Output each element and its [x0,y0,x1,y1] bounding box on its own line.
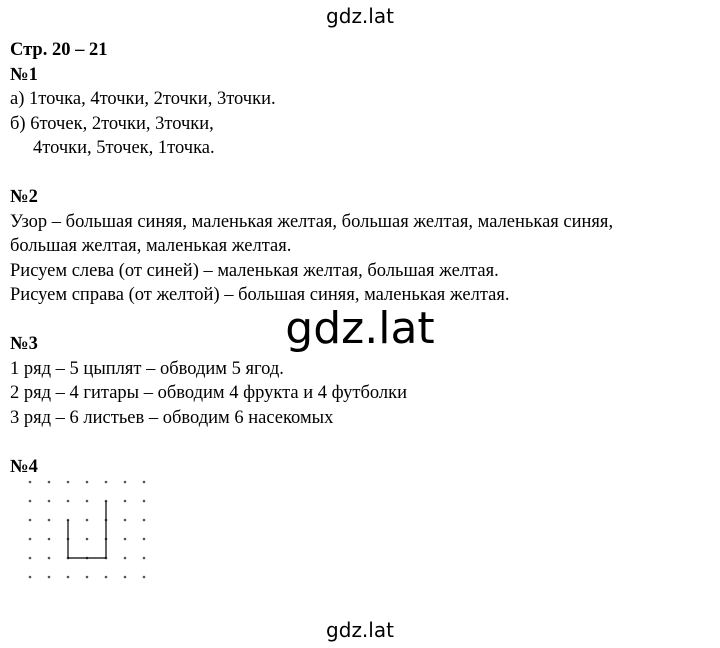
grid-dot [86,500,89,503]
task3-line: 1 ряд – 5 цыплят – обводим 5 ягод. [10,358,284,379]
grid-dot [48,500,51,503]
grid-dot [29,481,32,484]
task1-heading: №1 [10,64,38,85]
task2-heading: №2 [10,187,38,207]
grid-dot [29,538,32,541]
grid-dot [48,557,51,560]
grid-dot [29,557,32,560]
grid-dot [67,576,70,579]
task1-line: 4точки, 5точек, 1точка. [33,138,215,158]
grid-dot [86,576,89,579]
grid-dot [124,481,127,484]
task2-line: большая желтая, маленькая желтая. [10,236,292,256]
grid-dot [29,576,32,579]
task3-line: 2 ряд – 4 гитары – обводим 4 фрукта и 4 футболки [10,383,408,403]
grid-dot [86,519,89,522]
task3-heading: №3 [10,334,38,354]
grid-dot [124,557,127,560]
grid-dot [29,500,32,503]
grid-dot [67,481,70,484]
grid-dot [105,481,108,484]
grid-dot [86,538,89,541]
task1-line: а) 1точка, 4точки, 2точки, 3точки. [10,89,276,109]
drawn-path [68,501,106,558]
grid-dot [124,519,127,522]
document-body [10,38,710,479]
grid-dot [143,557,146,560]
page-reference: Стр. 20 – 21 [10,40,108,60]
task4-heading: №4 [10,456,38,477]
grid-dot [124,538,127,541]
task3-line: 3 ряд – 6 листьев – обводим 6 насекомых [10,407,334,428]
grid-dot [67,500,70,503]
task2-line: Узор – большая синяя, маленькая желтая, большая желтая, маленькая синяя, [10,211,614,232]
grid-dot [143,481,146,484]
grid-dot [48,576,51,579]
grid-dot [143,519,146,522]
grid-dot [105,576,108,579]
grid-dot [124,576,127,579]
grid-dot [143,538,146,541]
grid-dot [124,500,127,503]
grid-dot [48,519,51,522]
grid-dot [29,519,32,522]
grid-dot [48,481,51,484]
grid-dot [86,481,89,484]
grid-dot [48,538,51,541]
task2-line: Рисуем справа (от желтой) – большая синяя, маленькая желтая. [10,285,510,305]
watermark-top: gdz.lat [326,4,394,28]
watermark-bottom: gdz.lat [326,618,394,642]
task2-line: Рисуем слева (от синей) – маленькая желтая, большая желтая. [10,260,499,281]
grid-dot [143,576,146,579]
grid-dot [143,500,146,503]
task1-line: б) 6точек, 2точки, 3точки, [10,113,214,134]
watermark-middle: gdz.lat [285,303,435,354]
dot-grid-drawing [18,472,158,592]
